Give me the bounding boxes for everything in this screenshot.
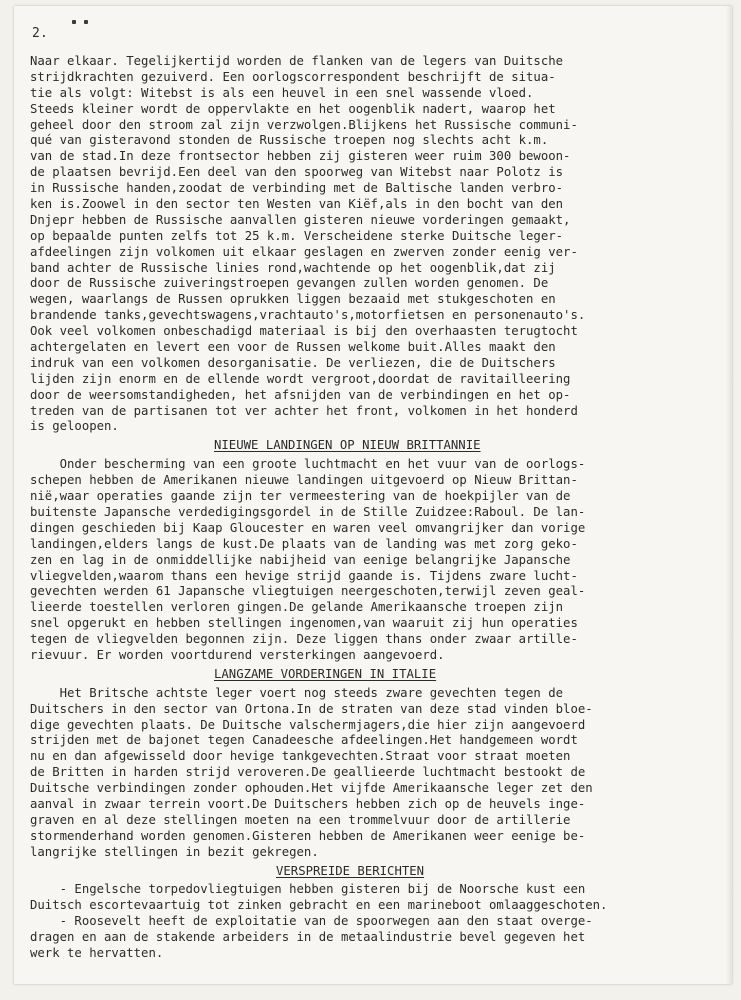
text-line: buitenste Japansche verdedigingsgordel in de Stille Zuidzee:Raboul. De lan-	[30, 504, 586, 519]
text-line: Duitsch escortevaartuig tot zinken gebracht en een marineboot omlaaggeschoten.	[30, 898, 608, 913]
text-line: Ook veel volkomen onbeschadigd materiaal is bij den overhaasten terugtocht	[30, 324, 578, 339]
text-line: dingen geschieden bij Kaap Gloucester en waren veel omvangrijker dan vorige	[30, 520, 586, 535]
text-line: dige gevechten plaats. De Duitsche valschermjagers,die hier zijn aangevoerd	[30, 717, 586, 732]
text-line: Duitschers in den sector van Ortona.In de straten van deze stad vinden bloe-	[30, 701, 593, 716]
text-line: nië,waar operaties gaande zijn ter vermeestering van de hoekpijler van de	[30, 489, 571, 504]
text-line: aanval in zwaar terrein voort.De Duitschers hebben zich op de heuvels inge-	[30, 796, 586, 811]
document-text	[30, 54, 730, 962]
text-line: Duitsche verbindingen zonder ophouden.Het vijfde Amerikaansche leger zet den	[30, 781, 593, 796]
section-heading: LANGZAME VORDERINGEN IN ITALIE	[214, 666, 437, 681]
text-line: achtergelaten en levert een voor de Russen welkome buit.Alles maakt den	[30, 340, 556, 355]
text-line: langrijke stellingen in bezit gekregen.	[30, 844, 319, 859]
text-line: de plaatsen bevrijd.Een deel van den spoorweg van Witebst naar Polotz is	[30, 165, 564, 180]
typewriter-mark	[72, 20, 76, 24]
page-number: 2.	[32, 26, 49, 41]
article-section	[30, 664, 730, 861]
typewriter-mark	[84, 20, 88, 24]
text-line: - Roosevelt heeft de exploitatie van de spoorwegen aan den staat overge-	[30, 914, 593, 929]
text-line: vliegvelden,waarom thans een hevige strijd gaande is. Tijdens zware lucht-	[30, 568, 578, 583]
text-line: ken is.Zoowel in den sector ten Westen van Kiëf,als in den bocht van den	[30, 197, 564, 212]
text-line: gevechten werden 61 Japansche vliegtuigen neergeschoten,terwijl zeven geal-	[30, 584, 586, 599]
document-page	[14, 6, 732, 984]
article-section-intro	[30, 54, 730, 435]
text-line: Naar elkaar. Tegelijkertijd worden de flanken van de legers van Duitsche	[30, 54, 564, 68]
text-line: brandende tanks,gevechtswagens,vrachtauto's,motorfietsen en personenauto's.	[30, 308, 586, 323]
text-line: van de stad.In deze frontsector hebben zij gisteren weer ruim 300 bewoon-	[30, 149, 571, 164]
text-line: tie als volgt: Witebst is als een heuvel in een snel wassende vloed.	[30, 85, 534, 100]
page-edge	[726, 6, 732, 984]
section-heading: VERSPREIDE BERICHTEN	[276, 863, 425, 878]
article-section	[30, 435, 730, 663]
text-line: Dnjepr hebben de Russische aanvallen gisteren nieuwe vorderingen gemaakt,	[30, 212, 571, 227]
text-line: in Russische handen,zoodat de verbinding met de Baltische landen verbro-	[30, 181, 564, 196]
article-section	[30, 861, 730, 962]
text-line: qué van gisteravond stonden de Russische troepen nog slechts acht k.m.	[30, 133, 549, 148]
text-line: afdeelingen zijn volkomen uit elkaar geslagen en zwerven zonder eenig ver-	[30, 244, 578, 259]
text-line: de Britten in harden strijd veroveren.De geallieerde luchtmacht bestookt de	[30, 765, 586, 780]
text-line: werk te hervatten.	[30, 945, 164, 960]
text-line: - Engelsche torpedovliegtuigen hebben gisteren bij de Noorsche kust een	[30, 882, 586, 897]
text-line: zen en lag in de onmiddellijke nabijheid van eenige belangrijke Japansche	[30, 552, 571, 567]
text-line: Het Britsche achtste leger voert nog steeds zware gevechten tegen de	[30, 685, 564, 700]
text-line: lijden zijn enorm en de ellende wordt vergroot,doordat de ravitailleering	[30, 371, 571, 386]
text-line: strijdkrachten gezuiverd. Een oorlogscorrespondent beschrijft de situa-	[30, 69, 556, 84]
text-line: snel opgerukt en hebben stellingen ingenomen,van waaruit zij hun operaties	[30, 616, 578, 631]
text-line: Onder bescherming van een groote luchtmacht en het vuur van de oorlogs-	[30, 457, 586, 472]
text-line: strijden met de bajonet tegen Canadeesche afdeelingen.Het handgemeen wordt	[30, 733, 578, 748]
text-line: schepen hebben de Amerikanen nieuwe landingen uitgevoerd op Nieuw Brittan-	[30, 473, 578, 488]
text-line: lieerde toestellen verloren gingen.De gelande Amerikaansche troepen zijn	[30, 600, 564, 615]
text-line: band achter de Russische linies rond,wachtende op het oogenblik,dat zij	[30, 260, 556, 275]
text-line: Steeds kleiner wordt de oppervlakte en het oogenblik nadert, waarop het	[30, 101, 556, 116]
text-line: graven en al deze stellingen moeten na een trommelvuur door de artillerie	[30, 812, 571, 827]
text-line: dragen en aan de stakende arbeiders in de metaalindustrie bevel gegeven het	[30, 930, 586, 945]
text-line: tegen de vliegvelden begonnen zijn. Deze liggen thans onder zwaar artille-	[30, 632, 578, 647]
text-line: is geloopen.	[30, 419, 119, 434]
text-line: geheel door den stroom zal zijn verzwolgen.Blijkens het Russische communi-	[30, 117, 578, 132]
text-line: door de Russische zuiveringstroepen gevangen zullen worden genomen. De	[30, 276, 549, 291]
text-line: nu en dan afgewisseld door hevige tankgevechten.Straat voor straat moeten	[30, 749, 571, 764]
text-line: landingen,elders langs de kust.De plaats van de landing was met zorg geko-	[30, 536, 578, 551]
text-line: op bepaalde punten zelfs tot 25 k.m. Verscheidene sterke Duitsche leger-	[30, 228, 564, 243]
text-line: rievuur. Er worden voortdurend versterkingen aangevoerd.	[30, 647, 445, 662]
text-line: stormenderhand worden genomen.Gisteren hebben de Amerikanen weer eenige be-	[30, 828, 586, 843]
text-line: treden van de partisanen tot ver achter het front, volkomen in het honderd	[30, 403, 578, 418]
text-line: door de weersomstandigheden, het afsnijden van de verbindingen en het op-	[30, 387, 571, 402]
text-line: indruk van een volkomen desorganisatie. De verliezen, die de Duitschers	[30, 355, 556, 370]
text-line: wegen, waarlangs de Russen oprukken liggen bezaaid met stukgeschoten en	[30, 292, 556, 307]
section-heading: NIEUWE LANDINGEN OP NIEUW BRITTANNIE	[214, 438, 481, 453]
